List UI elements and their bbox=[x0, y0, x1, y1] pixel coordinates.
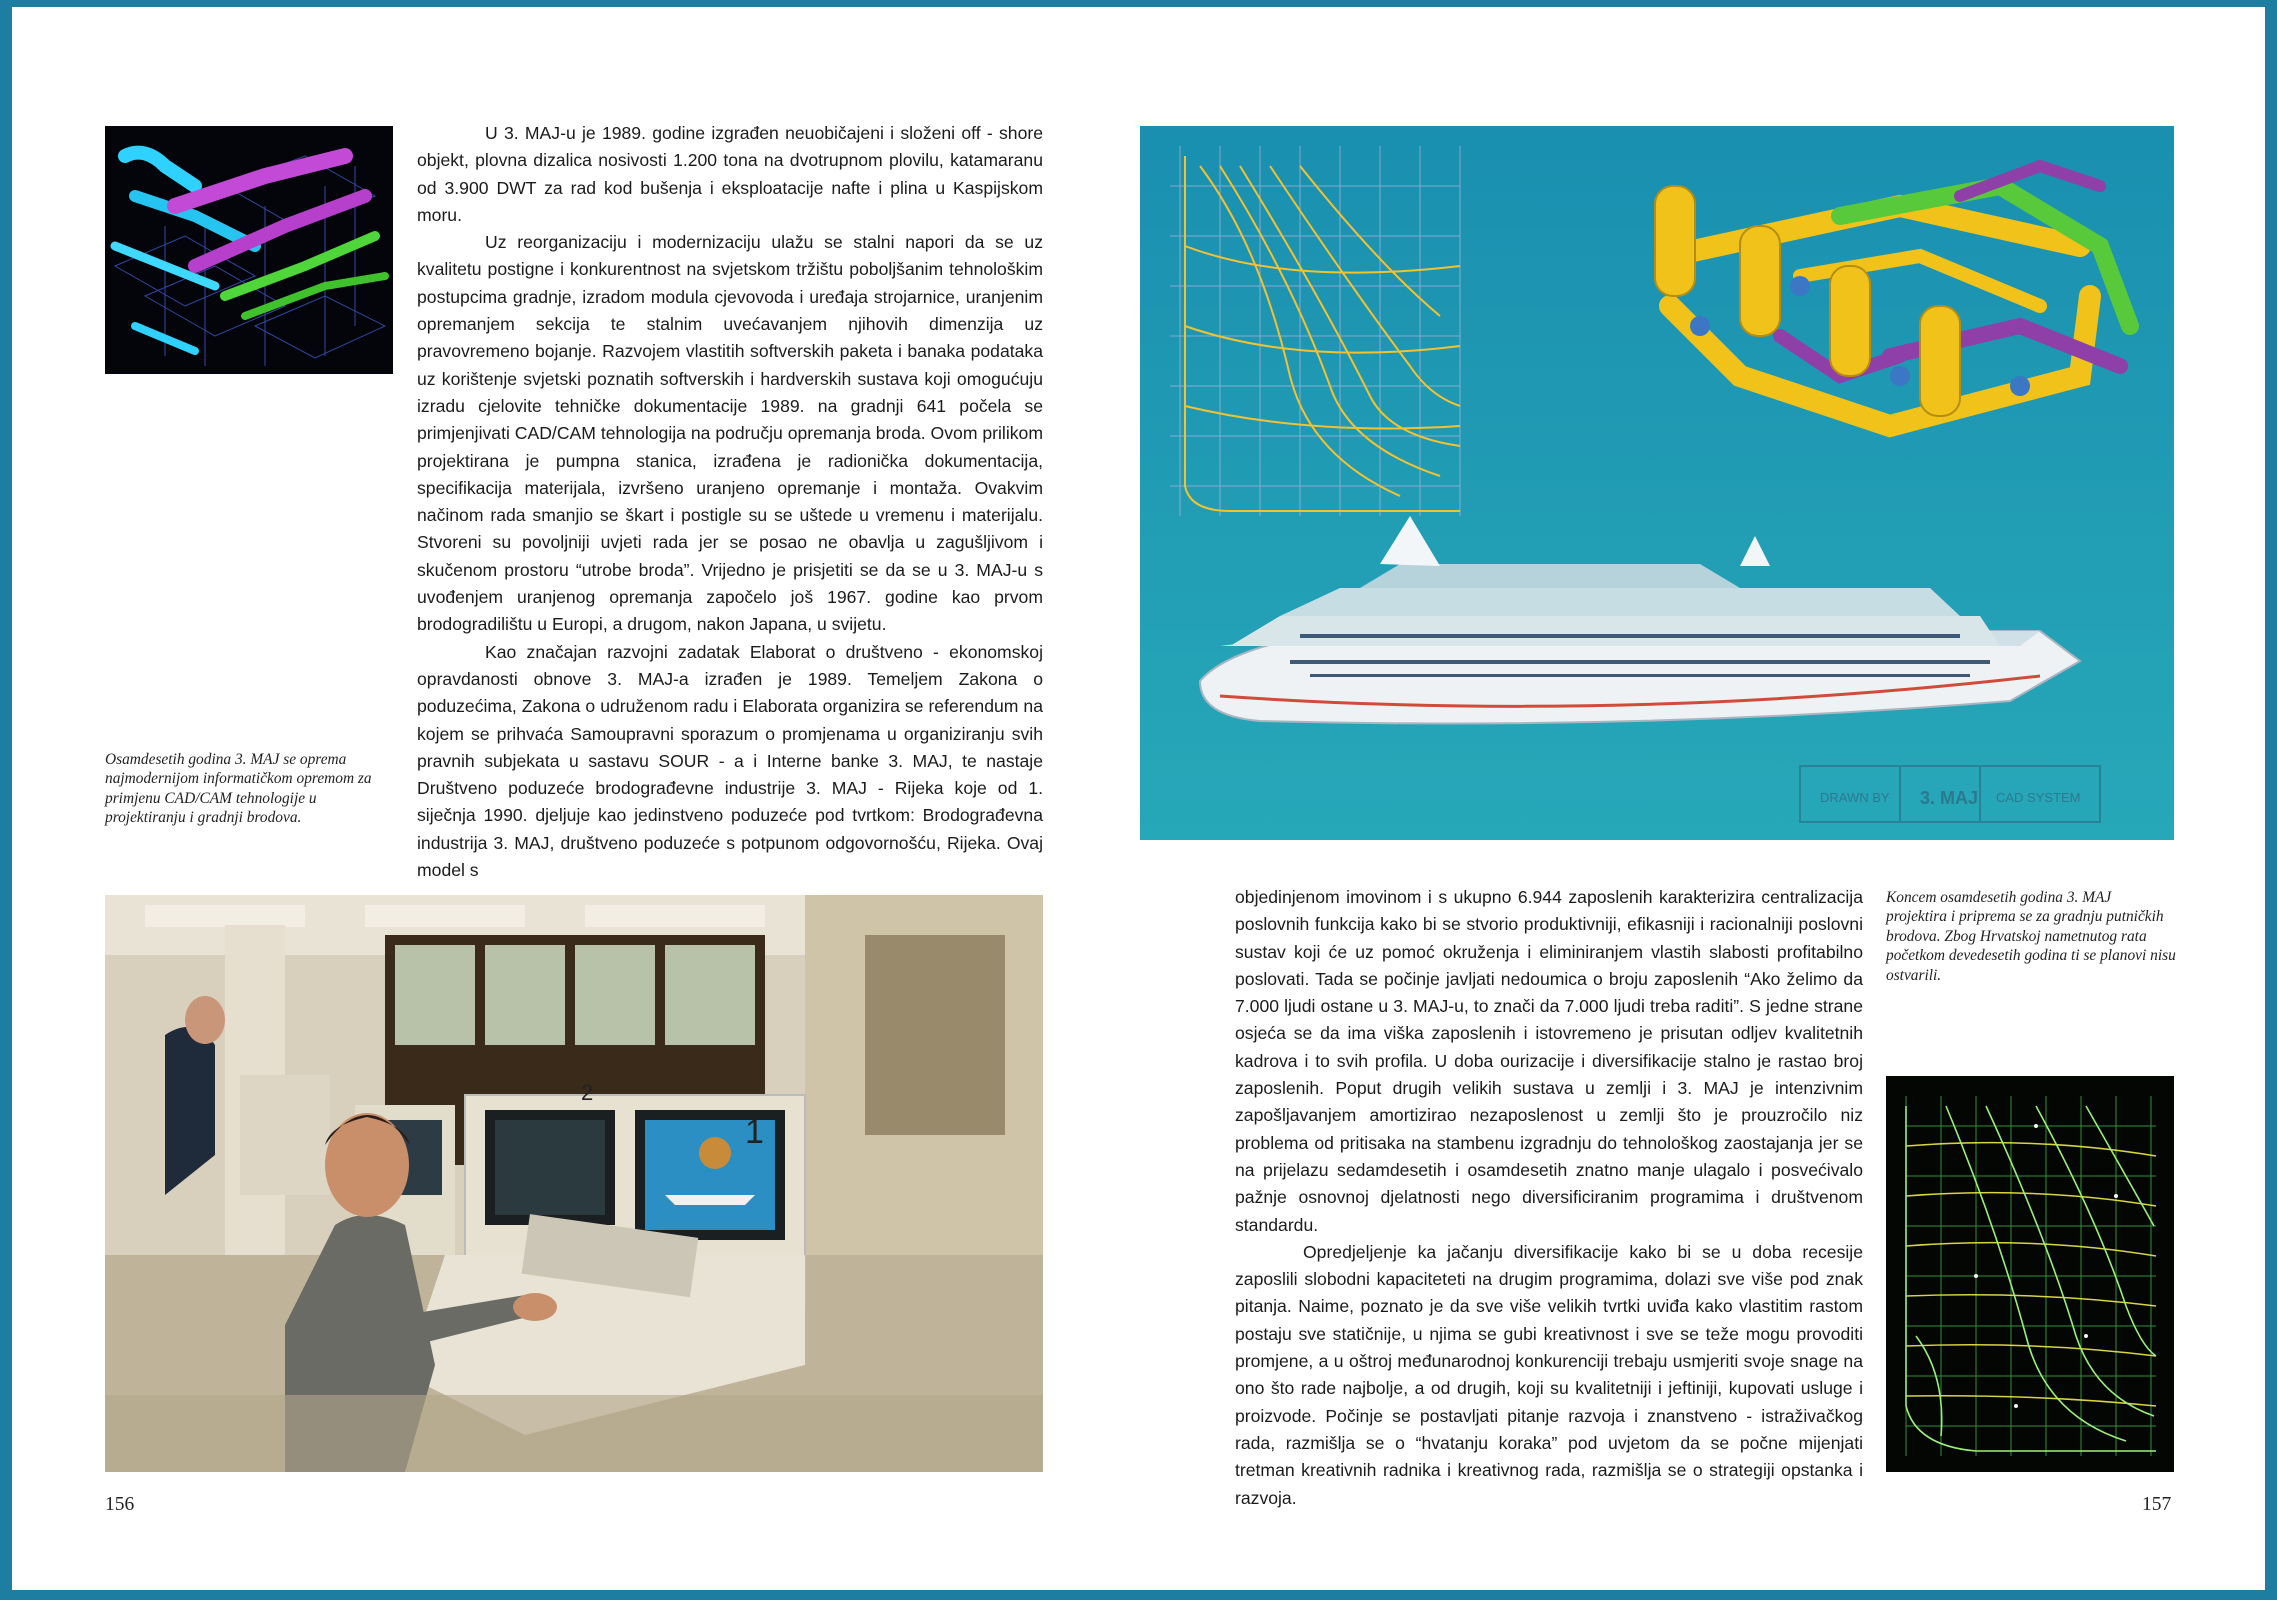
terminal-number-1: 1 bbox=[745, 1113, 764, 1151]
cad-workstation-photo bbox=[105, 895, 1043, 1472]
hull-lines-screen-image bbox=[1886, 1076, 2174, 1472]
right-paragraph-1: objedinjenom imovinom i s ukupno 6.944 zaposlenih karakterizira centralizacija poslovnih funkcija kako bi se stvorio produktivniji, efikasniji i racionalniji poslovni sustav koji će uz pomoć okruženja i eliminiranjem vlastih slabosti profitabilno poslovati. Tada se počinje javljati nedoumica o broju zaposlenih “Ako želimo da 7.000 ljudi ostane u 3. MAJ-u, to znači da 7.000 ljudi treba raditi”. S jedne strane osjeća se da ima viška zaposlenih i istovremeno je prisutan odljev kvalitetnih kadrova i to svih profila. U doba ourizacije i diversifikacije stalno je rastao broj zaposlenih. Poput drugih velikih sustava u zemlji i 3. MAJ je intenzivnim zapošljavanjem amortizirao nezaposlenost u zemlji što je prouzročilo niz problema od pritisaka na stambenu izgradnju do tehnološkog zaostajanja jer se na prijelazu sedamdesetih i osamdesetih znatno manje ulagalo i posvećivalo pažnje osnovnoj djelatnosti nego diversificiranim programima i društvenom standardu. bbox=[1235, 887, 1863, 1235]
cad-system-label: CAD SYSTEM bbox=[1996, 790, 2081, 805]
left-paragraph-1: U 3. MAJ-u je 1989. godine izgrađen neuobičajeni i složeni off - shore objekt, plovna dizalica nosivosti 1.200 tona na dvotrupnom plovilu, katamaranu od 3.900 DWT za rad kod bušenja i eksploatacije nafte i plina u Kaspijskom moru. bbox=[417, 123, 1043, 225]
cad-ship-design-image bbox=[1140, 126, 2174, 840]
right-paragraph-2: Opredjeljenje ka jačanju diversifikacije kako bi se u doba recesije zaposlili slobodni kapaciteteti na drugim programima, dolazi sve više pod znak pitanja. Naime, poznato je da sve više velikih tvrtki uviđa kako vlastitim rastom postaju sve statičnije, u njima se gubi kreativnost i sve se teže mogu provoditi promjene, a u oštroj međunarodnoj konkurenciji trebaju usmjeriti svoje snage na ono što rade najbolje, a od drugih, koji su kvalitetniji i jeftiniji, kupovati usluge i proizvode. Počinje se postavljati pitanje razvoja i znanstveno - istraživačkog rada, razmišlja se o “hvatanju koraka” pod uvjetom da se počne mijenjati tretman kreativnih radnika i kreativnog rada, razmišlja se o strategiji opstanka i razvoja. bbox=[1235, 1241, 1863, 1508]
right-page-caption: Koncem osamdesetih godina 3. MAJ projektira i priprema se za gradnju putničkih brodova. Zbog Hrvatskoj nametnutog rata početkom devedesetih godina ti se planovi nisu ostvarili. bbox=[1886, 889, 2176, 984]
left-page-body bbox=[417, 120, 1043, 884]
left-page-caption: Osamdesetih godina 3. MAJ se oprema najmodernijom informatičkom opremom za primjenu CAD/CAM tehnologije u projektiranju i gradnji brodova. bbox=[105, 751, 372, 827]
cad-piping-render-image bbox=[105, 126, 393, 374]
right-page-body bbox=[1235, 884, 1863, 1512]
left-page-number: 156 bbox=[105, 1494, 135, 1515]
right-page-number: 157 bbox=[2142, 1494, 2172, 1515]
left-paragraph-3: Kao značajan razvojni zadatak Elaborat o društveno - ekonomskoj opravdanosti obnove 3. MAJ-a izrađen je 1989. Temeljem Zakona o poduzećima, Zakona o udruženom radu i Elaborata organizira se referendum na kojem se prihvaća Samoupravni sporazum o promjenama u organiziranju svih pravnih subjekata u sastavu SOUR - a i Interne banke 3. MAJ, te nastaje Društveno poduzeće brodograđevne industrije 3. MAJ - Rijeka koje od 1. siječnja 1990. djeljuje kao jedinstveno poduzeće pod tvrtkom: Brodograđevna industrija 3. MAJ, društveno poduzeće s potpunom odgovornošću, Rijeka. Ovaj model s bbox=[417, 641, 1043, 881]
cad-drawn-by-label: DRAWN BY bbox=[1820, 790, 1890, 805]
cad-logo: 3. MAJ bbox=[1920, 788, 1979, 808]
left-paragraph-2: Uz reorganizaciju i modernizaciju ulažu se stalni napori da se uz kvalitetu postigne i konkurentnost na svjetskom tržištu poboljšanim tehnološkim postupcima gradnje, izradom modula cjevovoda i uređaja strojarnice, uranjenim opremanjem sekcija te stalnim uvećavanjem njihovih dimenzija uz pravovremeno bojanje. Razvojem vlastitih softverskih paketa i banaka podataka uz korištenje svjetski poznatih softverskih i hardverskih sustava koji omogućuju izradu cjelovite tehničke dokumentacije 1989. na gradnji 641 počela se primjenjivati CAD/CAM tehnologija na području opremanja broda. Ovom prilikom projektirana je pumpna stanica, izrađena je radionička dokumentacija, specifikacija materijala, izvršeno uranjeno opremanje i montaža. Ovakvim načinom rada smanjio se škart i postigle su se uštede u vremenu i materijalu. Stvoreni su povoljniji uvjeti rada jer se posao ne obavlja u zagušljivom i skučenom prostoru “utrobe broda”. Vrijedno je prisjetiti se da se u 3. MAJ-u s uvođenjem uranjenog opremanja započelo još 1967. godine kao prvom brodogradilištu u Europi, a drugom, nakon Japana, u svijetu. bbox=[417, 232, 1043, 635]
terminal-number-2: 2 bbox=[581, 1080, 594, 1105]
